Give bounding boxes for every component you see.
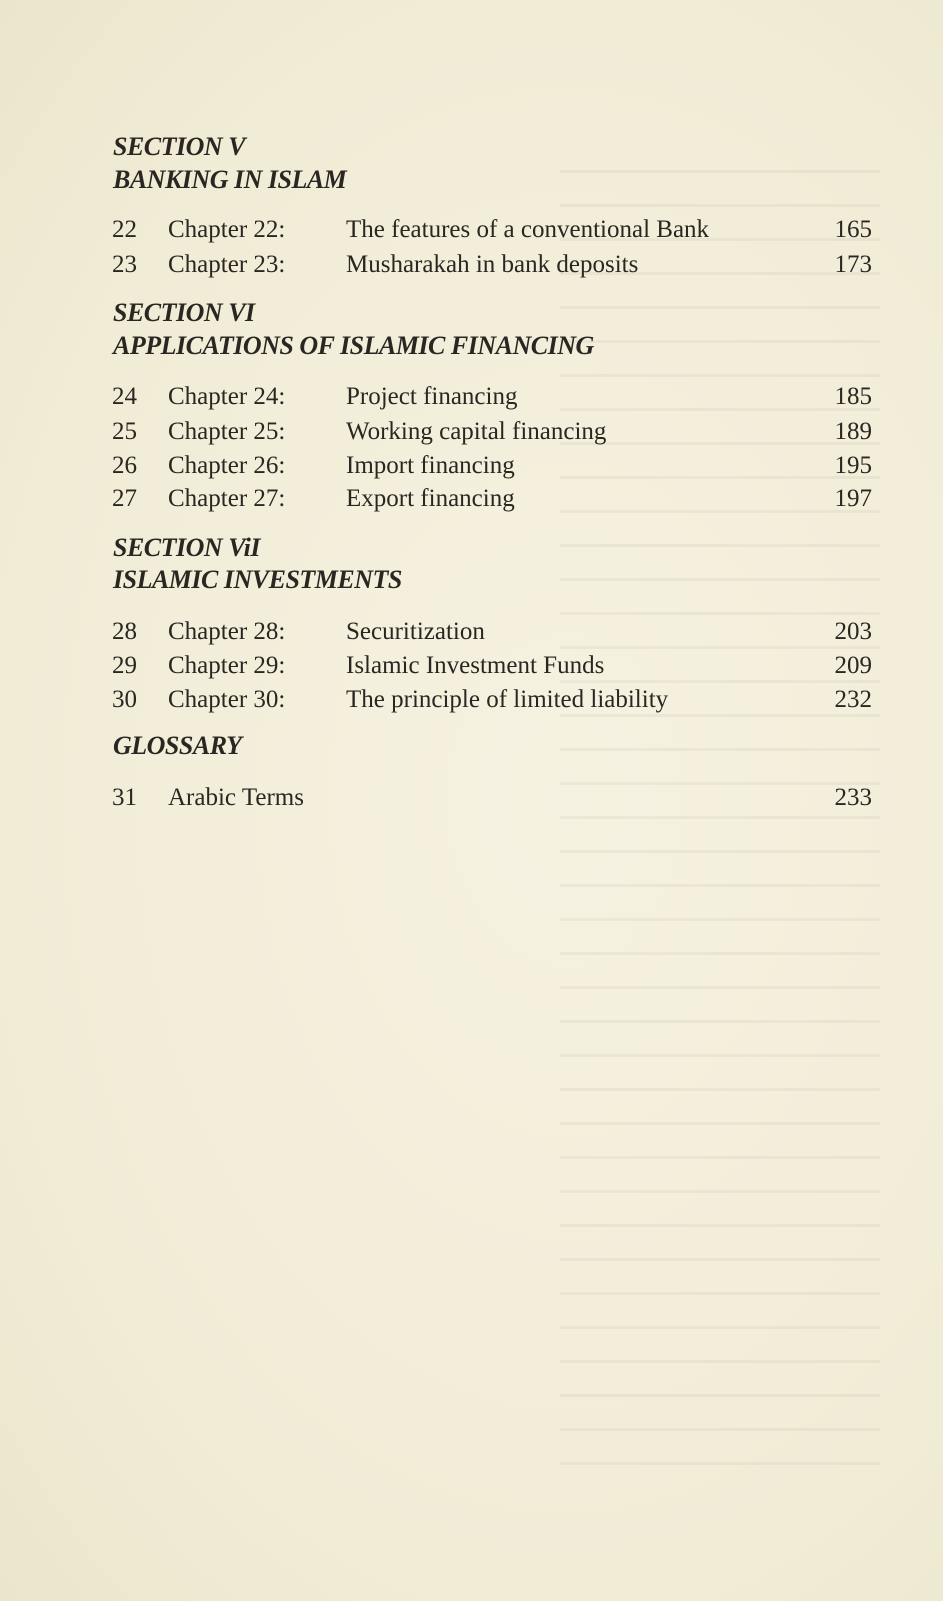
- page-number: 195: [834, 452, 872, 479]
- toc-row: [0, 449, 943, 483]
- chapter-label: Chapter 25:: [168, 418, 286, 445]
- toc-row: [0, 482, 943, 516]
- bleed-through-text: [560, 170, 880, 1470]
- chapter-label: Chapter 27:: [168, 485, 286, 512]
- page-number: 233: [834, 784, 872, 811]
- toc-row: [0, 380, 943, 414]
- section-title: BANKING IN ISLAM: [113, 165, 347, 194]
- page-number: 197: [834, 485, 872, 512]
- chapter-title: Working capital financing: [346, 418, 607, 445]
- page-number: 232: [834, 686, 872, 713]
- row-number: 27: [112, 485, 137, 512]
- chapter-label: Chapter 22:: [168, 216, 286, 243]
- chapter-title: Export financing: [346, 485, 515, 512]
- row-number: 24: [112, 383, 137, 410]
- page-number: 173: [834, 251, 872, 278]
- chapter-title: Import financing: [346, 452, 515, 479]
- chapter-title: Securitization: [346, 618, 485, 645]
- page-number: 203: [834, 618, 872, 645]
- toc-row: [0, 649, 943, 683]
- page-number: 189: [834, 418, 872, 445]
- toc-row: [0, 213, 943, 247]
- chapter-label: Chapter 24:: [168, 383, 286, 410]
- section-label: SECTION VI: [113, 298, 255, 327]
- chapter-title: The principle of limited liability: [346, 686, 669, 713]
- section-label: SECTION ViI: [113, 533, 260, 562]
- toc-row: [0, 248, 943, 282]
- glossary-heading: GLOSSARY: [113, 731, 242, 760]
- chapter-label: Chapter 23:: [168, 251, 286, 278]
- glossary-title: Arabic Terms: [168, 784, 304, 811]
- row-number: 23: [112, 251, 137, 278]
- toc-row: [0, 415, 943, 449]
- chapter-title: Islamic Investment Funds: [346, 652, 605, 679]
- section-title: APPLICATIONS OF ISLAMIC FINANCING: [113, 331, 594, 360]
- row-number: 28: [112, 618, 137, 645]
- page-number: 165: [834, 216, 872, 243]
- chapter-label: Chapter 29:: [168, 652, 286, 679]
- toc-row: [0, 781, 943, 815]
- section-title: ISLAMIC INVESTMENTS: [113, 565, 402, 594]
- section-label: SECTION V: [113, 132, 246, 161]
- chapter-title: Musharakah in bank deposits: [346, 251, 639, 278]
- chapter-label: Chapter 26:: [168, 452, 286, 479]
- toc-row: [0, 615, 943, 649]
- row-number: 22: [112, 216, 137, 243]
- row-number: 26: [112, 452, 137, 479]
- row-number: 29: [112, 652, 137, 679]
- chapter-title: Project financing: [346, 383, 518, 410]
- row-number: 30: [112, 686, 137, 713]
- page-number: 185: [834, 383, 872, 410]
- chapter-label: Chapter 28:: [168, 618, 286, 645]
- page-number: 209: [834, 652, 872, 679]
- chapter-title: The features of a conventional Bank: [346, 216, 710, 243]
- row-number: 31: [112, 784, 137, 811]
- toc-row: [0, 683, 943, 717]
- row-number: 25: [112, 418, 137, 445]
- chapter-label: Chapter 30:: [168, 686, 286, 713]
